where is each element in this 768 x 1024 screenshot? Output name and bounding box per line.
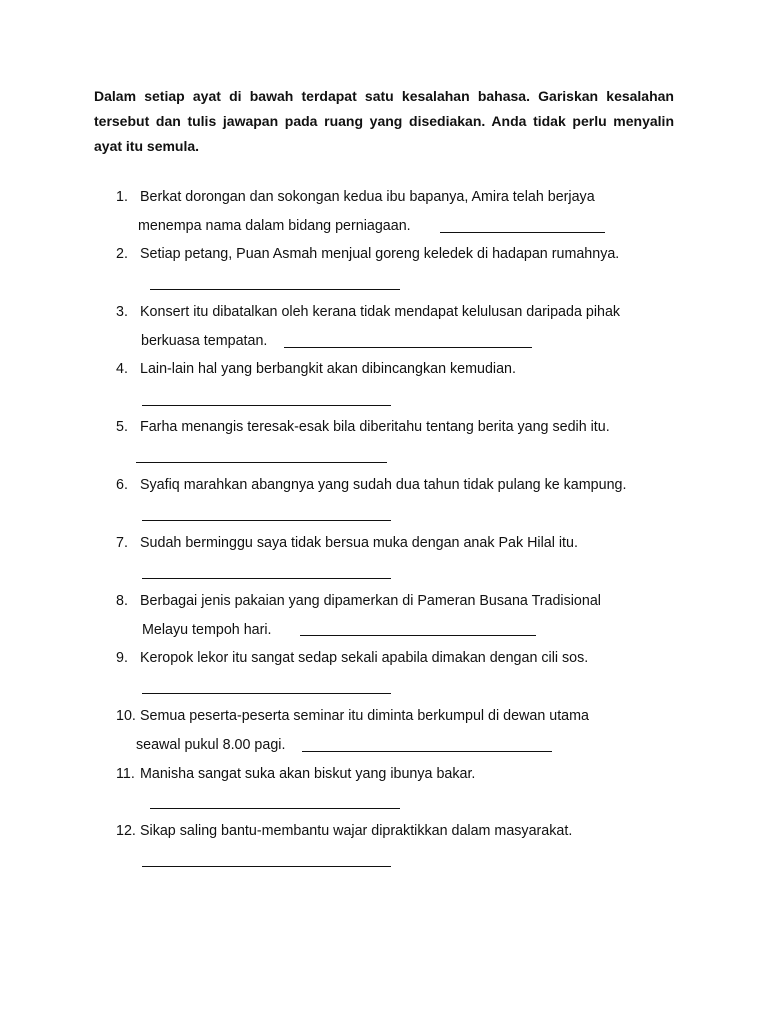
question-number: 1. [116,189,128,205]
answer-line[interactable] [142,578,391,579]
question-text: Sudah berminggu saya tidak bersua muka dengan anak Pak Hilal itu. [140,535,578,551]
question-text: Manisha sangat suka akan biskut yang ibunya bakar. [140,766,476,782]
question-text: Setiap petang, Puan Asmah menjual goreng keledek di hadapan rumahnya. [140,246,620,262]
answer-line[interactable] [284,347,532,348]
answer-line[interactable] [142,520,391,521]
question-text: Berkat dorongan dan sokongan kedua ibu bapanya, Amira telah berjaya [140,189,595,205]
question-number: 4. [116,361,128,377]
question-text: Semua peserta-peserta seminar itu diminta berkumpul di dewan utama [140,708,589,724]
question-text-continued: Melayu tempoh hari. [142,622,272,638]
answer-line[interactable] [142,693,391,694]
instructions-paragraph: Dalam setiap ayat di bawah terdapat satu kesalahan bahasa. Gariskan kesalahan tersebut dan tulis jawapan pada ruang yang disediakan. Anda tidak perlu menyalin ayat itu semula. [94,88,674,154]
question-number: 2. [116,246,128,262]
question-number: 5. [116,419,128,435]
question-text: Keropok lekor itu sangat sedap sekali apabila dimakan dengan cili sos. [140,650,589,666]
question-text-continued: seawal pukul 8.00 pagi. [136,737,286,753]
question-text-continued: menempa nama dalam bidang perniagaan. [138,218,411,234]
answer-line[interactable] [150,808,400,809]
answer-line[interactable] [150,289,400,290]
question-text-continued: berkuasa tempatan. [141,333,268,349]
answer-line[interactable] [302,751,552,752]
question-number: 9. [116,650,128,666]
question-number: 3. [116,304,128,320]
question-text: Berbagai jenis pakaian yang dipamerkan di Pameran Busana Tradisional [140,593,601,609]
question-text: Farha menangis teresak-esak bila diberitahu tentang berita yang sedih itu. [140,419,610,435]
question-number: 7. [116,535,128,551]
question-number: 8. [116,593,128,609]
question-text: Syafiq marahkan abangnya yang sudah dua tahun tidak pulang ke kampung. [140,477,627,493]
answer-line[interactable] [142,866,391,867]
question-text: Sikap saling bantu-membantu wajar dipraktikkan dalam masyarakat. [140,823,573,839]
answer-line[interactable] [136,462,387,463]
question-number: 12. [116,823,136,839]
question-number: 11. [116,766,135,782]
question-number: 6. [116,477,128,493]
question-text: Konsert itu dibatalkan oleh kerana tidak mendapat kelulusan daripada pihak [140,304,621,320]
answer-line[interactable] [142,405,391,406]
question-text: Lain-lain hal yang berbangkit akan dibincangkan kemudian. [140,361,516,377]
answer-line[interactable] [300,635,536,636]
answer-line[interactable] [440,232,605,233]
question-number: 10. [116,708,136,724]
